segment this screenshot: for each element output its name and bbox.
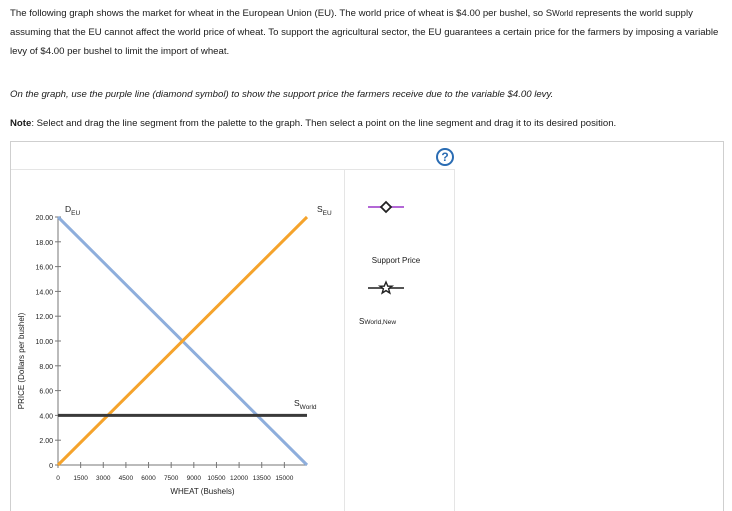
question-text xyxy=(10,4,724,61)
x-tick-label: 0 xyxy=(56,475,60,482)
x-tick-label: 10500 xyxy=(207,475,226,482)
support-price-tool[interactable] xyxy=(366,199,406,215)
support-price-label: Support Price xyxy=(371,256,421,265)
sworld-new-label-main: S xyxy=(359,317,365,326)
demand-eu-label: $D_{EU}$ xyxy=(65,204,81,217)
supply-eu-label: $S_{EU}$ xyxy=(317,204,332,217)
graph-panel xyxy=(10,141,724,511)
x-tick-label: 3000 xyxy=(96,475,111,482)
x-tick-label: 9000 xyxy=(186,475,202,482)
sworld-new-tool[interactable] xyxy=(366,279,406,297)
x-tick-label: 13500 xyxy=(252,475,271,482)
y-tick-label: 20.00 xyxy=(35,215,53,222)
note-body: : Select and drag the line segment from the palette to the graph. Then select a point on the line segment and drag it to its desired position. xyxy=(31,118,617,129)
sworld-new-label-sub: World,New xyxy=(364,319,397,326)
y-tick-label: 0 xyxy=(49,463,53,470)
y-tick-label: 10.00 xyxy=(35,339,53,346)
supply-world-label: $S_{World}$ xyxy=(294,398,317,411)
intro-subscript: World xyxy=(552,9,573,18)
y-tick-label: 2.00 xyxy=(39,438,53,446)
x-tick-label: 7500 xyxy=(163,475,179,482)
intro-text-1: The following graph shows the market for wheat in the European Union (EU). The world price of wheat is $4.00 per bushel, so S xyxy=(10,8,553,19)
x-tick-label: 4500 xyxy=(118,475,134,482)
star-icon xyxy=(366,279,406,297)
x-axis-label: WHEAT (Bushels) xyxy=(170,487,235,496)
sworld-new-label xyxy=(359,317,439,326)
y-tick-label: 12.00 xyxy=(35,314,53,322)
y-tick-label: 4.00 xyxy=(39,413,53,421)
note-text xyxy=(10,118,616,129)
help-icon[interactable]: ? xyxy=(436,148,454,166)
y-tick-label: 8.00 xyxy=(39,363,53,371)
y-axis-label: PRICE (Dollars per bushel) xyxy=(17,312,26,410)
x-tick-label: 6000 xyxy=(141,475,156,482)
instruction-text: On the graph, use the purple line (diamond symbol) to show the support price the farmers receive due to the variable $4.00 levy. xyxy=(10,89,554,100)
y-tick-label: 6.00 xyxy=(39,388,53,396)
y-tick-label: 16.00 xyxy=(35,264,53,272)
y-tick-label: 14.00 xyxy=(35,289,53,297)
x-tick-label: 15000 xyxy=(275,475,294,482)
note-label: Note xyxy=(10,118,32,129)
x-tick-label: 1500 xyxy=(73,475,88,482)
chart[interactable] xyxy=(11,170,345,511)
graph-area[interactable] xyxy=(11,169,345,511)
x-tick-label: 12000 xyxy=(230,475,249,482)
intro-text-2: represents the world supply assuming that the EU cannot affect the world price of wheat. To support the agricultural sector, the EU guarantees a certain price for the farmers by imposing a variable levy of $4.00 per bushel to limit the import of wheat. xyxy=(10,8,719,57)
diamond-icon xyxy=(366,199,406,215)
y-tick-label: 18.00 xyxy=(35,239,53,247)
palette xyxy=(345,169,455,511)
